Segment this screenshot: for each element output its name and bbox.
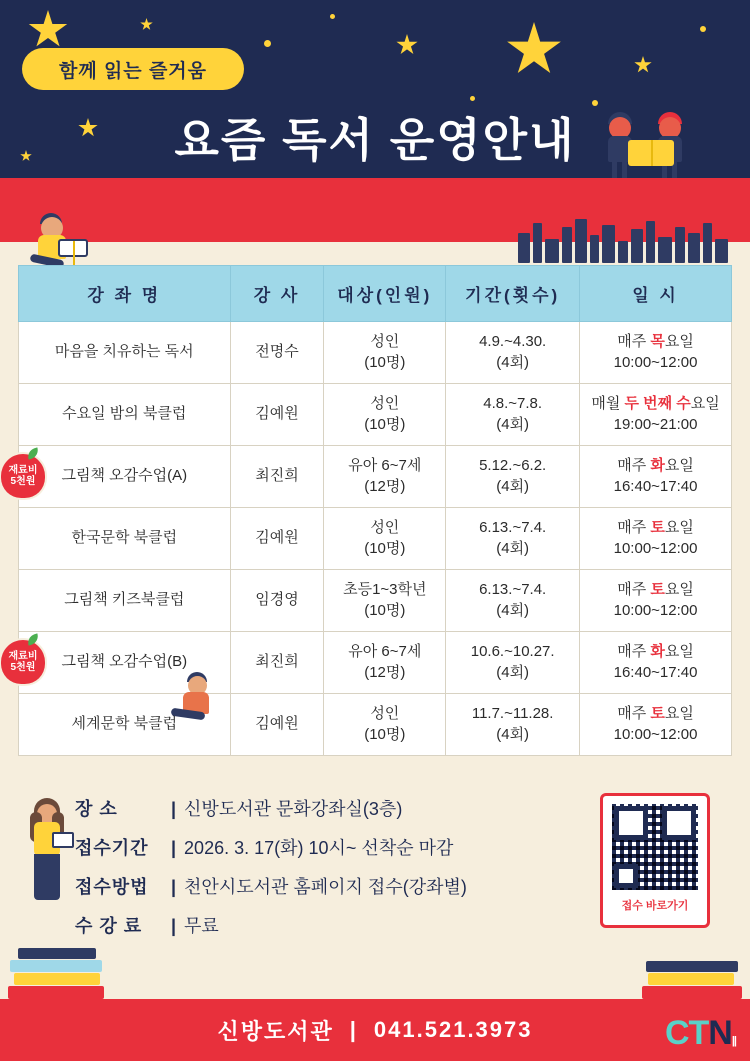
schedule-time: 10:00~12:00 [613,601,698,619]
course-name-text: 그림책 오감수업(B) [61,653,188,671]
ctn-logo-ct: CT [664,1014,709,1052]
info-sep: | [171,916,177,936]
info-row-fee [75,912,575,938]
footer-band [0,999,750,1061]
target-line1: 성인 [370,333,400,351]
course-name-text: 수요일 밤의 북클럽 [62,405,187,423]
tagline-badge [22,48,244,90]
period-line2: (4회) [496,477,530,495]
col-header-target: 대상(인원) [324,266,446,322]
cell-teacher: 최진희 [230,632,324,694]
schedule-time: 19:00~21:00 [613,415,698,433]
course-name-text: 세계문학 북클럽 [71,715,178,733]
col-header-schedule: 일 시 [580,266,732,322]
cell-course-name [19,508,231,570]
info-value-method: 천안시도서관 홈페이지 접수 [184,877,403,897]
table-row [19,322,732,384]
period-line1: 4.8.~7.8. [483,395,543,413]
woman-reading-illustration [22,798,74,908]
target-line1: 유아 6~7세 [348,457,422,475]
target-line1: 유아 6~7세 [348,643,422,661]
info-row-period [75,834,575,860]
target-line2: (10명) [364,725,406,743]
info-sep: | [171,838,177,858]
target-line2: (12명) [364,477,406,495]
cell-course-name [19,570,231,632]
info-sep: | [171,799,177,819]
table-row [19,508,732,570]
qr-code-box[interactable] [600,793,710,928]
col-header-name: 강 좌 명 [19,266,231,322]
info-row-method [75,873,575,899]
schedule-highlight: 목 [650,333,665,351]
material-fee-badge [1,454,45,498]
dot-icon [330,14,335,19]
schedule-highlight: 토 [650,581,665,599]
cell-course-name [19,694,231,756]
info-block [75,795,575,951]
ctn-logo-n: N [708,1014,732,1052]
dot-icon [264,40,271,47]
cell-teacher: 김예원 [230,694,324,756]
cell-teacher: 최진희 [230,446,324,508]
target-line2: (10명) [364,415,406,433]
page-title: 요즘 독서 운영안내 [174,114,576,166]
fee-badge-line2: 5천원 [10,662,36,673]
cell-period [446,570,580,632]
course-table-container [8,265,732,756]
info-value-place: 신방도서관 문화강좌실(3층) [184,799,403,819]
schedule-highlight: 토 [650,705,665,723]
cell-target [324,322,446,384]
col-header-period: 기간(횟수) [446,266,580,322]
cell-period [446,384,580,446]
info-sep: | [171,877,177,897]
qr-code-image[interactable] [612,804,698,890]
table-header-row [19,266,732,322]
target-line1: 성인 [370,395,400,413]
schedule-highlight: 화 [650,457,665,475]
cell-period [446,446,580,508]
target-line1: 초등1~3학년 [343,581,427,599]
schedule-day [584,394,727,414]
cell-schedule [580,570,732,632]
fee-badge-line1: 재료비 [8,651,38,662]
table-row [19,446,732,508]
schedule-day [584,580,727,600]
period-line1: 6.13.~7.4. [479,519,547,537]
period-line1: 6.13.~7.4. [479,581,547,599]
schedule-highlight: 화 [650,643,665,661]
cell-target [324,446,446,508]
sitting-boy-illustration [169,660,231,726]
target-line2: (10명) [364,601,406,619]
table-body [8,322,732,756]
schedule-prefix: 매주 [617,705,651,723]
table-head [19,266,732,322]
cell-teacher: 임경영 [230,570,324,632]
cell-period [446,508,580,570]
table-row [19,694,732,756]
schedule-prefix: 매주 [617,519,651,537]
cell-course-name [19,322,231,384]
course-name-text: 그림책 키즈북클럽 [64,591,185,609]
schedule-prefix: 매월 [591,395,625,413]
material-fee-badge [1,640,45,684]
cell-target [324,570,446,632]
schedule-day [584,518,727,538]
table-row [19,384,732,446]
schedule-highlight: 두 번째 수 [624,395,691,413]
cell-period [446,694,580,756]
target-line1: 성인 [370,519,400,537]
ctn-logo [665,1014,736,1053]
schedule-time: 10:00~12:00 [613,353,698,371]
course-name-text: 마음을 치유하는 독서 [54,343,194,361]
schedule-suffix: 요일 [664,705,694,723]
schedule-suffix: 요일 [664,581,694,599]
schedule-prefix: 매주 [617,333,651,351]
cell-target [324,384,446,446]
period-line2: (4회) [496,601,530,619]
period-line1: 10.6.~10.27. [470,643,555,661]
schedule-day [584,332,727,352]
schedule-day [584,642,727,662]
fee-badge-line2: 5천원 [10,476,36,487]
schedule-suffix: 요일 [690,395,720,413]
cell-teacher: 김예원 [230,384,324,446]
tagline-text: 함께 읽는 즐거움 [58,60,208,82]
bookshelf-illustration [518,215,728,263]
period-line1: 4.9.~4.30. [479,333,547,351]
cell-schedule [580,632,732,694]
course-name-text: 한국문학 북클럽 [71,529,178,547]
cell-schedule [580,322,732,384]
info-value-fee: 무료 [184,916,219,936]
schedule-time: 16:40~17:40 [613,477,698,495]
footer-separator: | [349,1017,358,1042]
cell-period [446,322,580,384]
cell-teacher: 전명수 [230,322,324,384]
target-line2: (10명) [364,353,406,371]
period-line2: (4회) [496,353,530,371]
info-value-period: 2026. 3. 17(화) 10시~ 선착순 마감 [184,838,454,858]
schedule-day [584,704,727,724]
target-line2: (10명) [364,539,406,557]
schedule-suffix: 요일 [664,333,694,351]
col-header-teacher: 강 사 [230,266,324,322]
target-line2: (12명) [364,663,406,681]
table-row [19,632,732,694]
period-line2: (4회) [496,539,530,557]
period-line1: 5.12.~6.2. [479,457,547,475]
info-label-period: 접수기간 [75,838,149,858]
schedule-suffix: 요일 [664,457,694,475]
target-line1: 성인 [370,705,400,723]
cell-teacher: 김예원 [230,508,324,570]
info-label-place: 장 소 [75,799,118,819]
dot-icon [470,96,475,101]
schedule-suffix: 요일 [664,519,694,537]
leaf-icon [26,447,40,459]
leaf-icon [26,633,40,645]
cell-course-name [8,446,231,508]
cell-target [324,694,446,756]
books-stack-right-illustration [622,955,742,999]
poster-header [0,0,750,200]
table-row [19,570,732,632]
cell-schedule [580,508,732,570]
info-label-fee: 수 강 료 [75,916,143,936]
course-name-text: 그림책 오감수업(A) [61,467,188,485]
info-label-method: 접수방법 [75,877,149,897]
cell-schedule [580,446,732,508]
info-value-method-emphasis: (강좌별) [402,877,467,897]
period-line1: 11.7.~11.28. [471,705,554,723]
schedule-highlight: 토 [650,519,665,537]
cell-period [446,632,580,694]
schedule-prefix: 매주 [617,581,651,599]
fee-badge-line1: 재료비 [8,465,38,476]
footer-phone: 041.521.3973 [373,1017,533,1042]
qr-caption: 접수 바로가기 [621,900,689,912]
course-table [8,265,732,756]
schedule-time: 10:00~12:00 [613,725,698,743]
dot-icon [700,26,706,32]
period-line2: (4회) [496,725,530,743]
schedule-suffix: 요일 [664,643,694,661]
schedule-prefix: 매주 [617,457,651,475]
footer-library-name: 신방도서관 [217,1018,334,1044]
period-line2: (4회) [496,663,530,681]
books-stack-left-illustration [8,941,128,999]
info-row-place [75,795,575,821]
cell-schedule [580,694,732,756]
period-line2: (4회) [496,415,530,433]
cell-target [324,508,446,570]
cell-schedule [580,384,732,446]
ctn-logo-mark: || [731,1035,736,1047]
schedule-prefix: 매주 [617,643,651,661]
schedule-time: 10:00~12:00 [613,539,698,557]
schedule-day [584,456,727,476]
schedule-time: 16:40~17:40 [613,663,698,681]
cell-target [324,632,446,694]
cell-course-name [19,384,231,446]
